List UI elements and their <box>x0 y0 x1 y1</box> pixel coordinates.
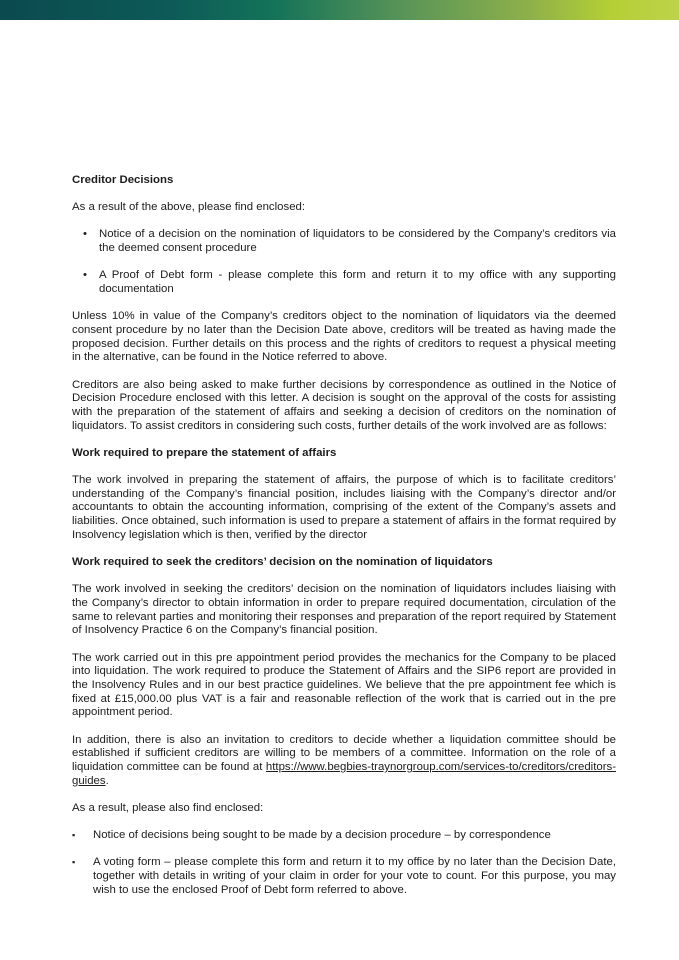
list-item <box>72 269 616 296</box>
paragraph-committee <box>72 734 616 789</box>
list-item-text: Notice of decisions being sought to be made by a decision procedure – by correspondence <box>93 829 551 842</box>
list-item-text: A Proof of Debt form - please complete this form and return it to my office with any supporting documentation <box>99 269 616 296</box>
list-item <box>72 829 616 843</box>
committee-suffix: . <box>105 774 109 787</box>
committee-text: In addition, there is also an invitation to creditors to decide whether a liquidation committee should be established if sufficient creditors are willing to be members of a committee. Information on the role of a liquidation committee can be found at <box>72 733 616 773</box>
list-item <box>72 856 616 897</box>
intro-also-text: As a result, please also find enclosed: <box>72 801 264 814</box>
paragraph-statement-of-affairs: The work involved in preparing the statement of affairs, the purpose of which is to facilitate creditors’ understanding of the Company’s financial position, includes liaising with the Company’s director and/or accountants to obtain the accounting information, comprising of the extent of the Company’s assets and liabilities. Once obtained, such information is used to prepare a statement of affairs in the format required by Insolvency legislation which is then, verified by the director <box>72 474 616 541</box>
bullet-icon: • <box>83 228 87 241</box>
bullet-icon: • <box>83 269 87 282</box>
square-bullet-icon: ▪ <box>72 830 76 841</box>
header-gradient-bar <box>0 0 679 20</box>
heading-creditors-decision: Work required to seek the creditors’ decision on the nomination of liquidators <box>72 556 493 569</box>
square-bullet-icon: ▪ <box>72 857 76 868</box>
section-title: Creditor Decisions <box>72 174 174 186</box>
intro-text: As a result of the above, please find enclosed: <box>72 201 306 214</box>
heading-statement-of-affairs: Work required to prepare the statement of affairs <box>72 446 337 459</box>
paragraph-deemed-consent: Unless 10% in value of the Company’s creditors object to the nomination of liquidators via the deemed consent procedure by no later than the Decision Date above, creditors will be treated as having made the proposed decision. Further details on this process and the rights of creditors to request a physical meeting in the alternative, can be found in the Notice referred to above. <box>72 310 616 364</box>
list-item-text: Notice of a decision on the nomination of liquidators to be considered by the Company’s creditors via the deemed consent procedure <box>99 228 616 255</box>
creditors-guides-link[interactable]: https://www.begbies-traynorgroup.com/services-to/creditors/creditors-guides <box>72 761 616 787</box>
paragraph-further-decisions: Creditors are also being asked to make further decisions by correspondence as outlined in the Notice of Decision Procedure enclosed with this letter. A decision is sought on the approval of the costs for assisting with the preparation of the statement of affairs and seeking a decision of creditors on the nomination of liquidators. To assist creditors in considering such costs, further details of the work involved are as follows: <box>72 378 616 432</box>
enclosures-list <box>72 228 616 296</box>
paragraph-creditors-decision: The work involved in seeking the creditors’ decision on the nomination of liquidators includes liaising with the Company’s director to obtain information in order to prepare required documentation, circulation of the same to relevant parties and monitoring their responses and preparation of the report required by Statement of Insolvency Practice 6 on the Company’s financial position. <box>72 583 616 637</box>
also-enclosures-list <box>72 829 616 897</box>
list-item-text: A voting form – please complete this form and return it to my office by no later than the Decision Date, together with details in writing of your claim in order for your vote to count. For this purpose, you may wish to use the enclosed Proof of Debt form referred to above. <box>93 856 616 896</box>
document-body <box>72 174 616 911</box>
list-item <box>72 228 616 255</box>
paragraph-pre-appointment: The work carried out in this pre appointment period provides the mechanics for the Company to be placed into liquidation. The work required to produce the Statement of Affairs and the SIP6 report are provided in the Insolvency Rules and in our best practice guidelines. We believe that the pre appointment fee which is fixed at £15,000.00 plus VAT is a fair and reasonable reflection of the work that is carried out in the pre appointment period. <box>72 651 616 719</box>
